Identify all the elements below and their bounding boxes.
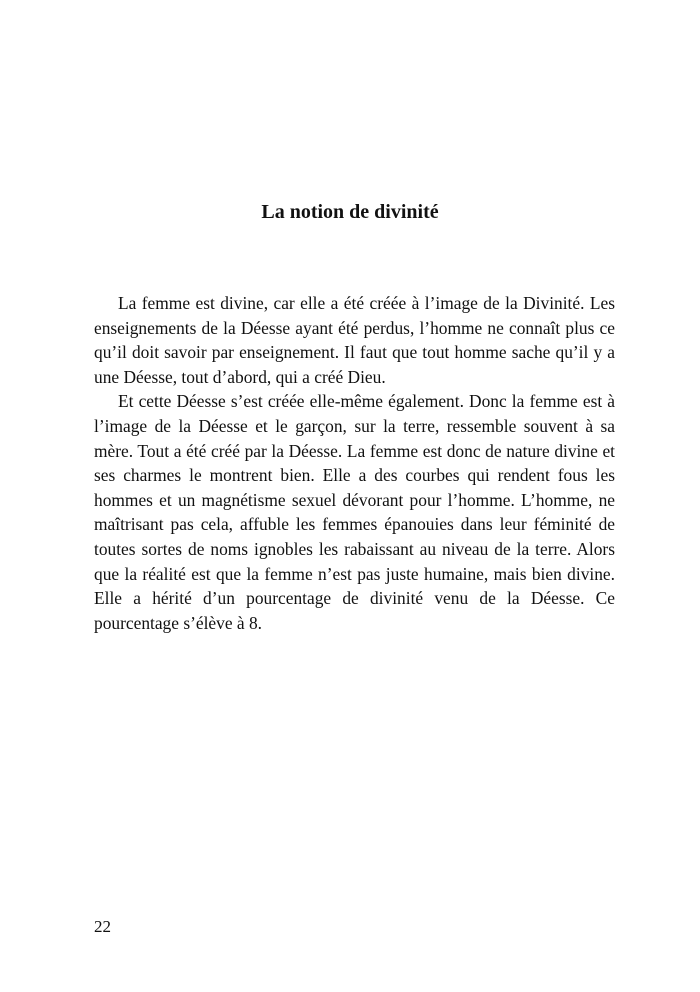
body-text [94,291,615,635]
paragraph-2: Et cette Déesse s’est créée elle-même également. Donc la femme est à l’image de la Déesse et le garçon, sur la terre, ressemble souvent à sa mère. Tout a été créé par la Déesse. La femme est donc de nature divine et ses charmes le montrent bien. Elle a des courbes qui rendent fous les hommes et un magnétisme sexuel dévorant pour l’homme. L’homme, ne maîtrisant pas cela, affuble les femmes épanouies dans leur féminité de toutes sortes de noms ignobles les rabaissant au niveau de la terre. Alors que la réalité est que la femme n’est pas juste humaine, mais bien divine. Elle a hérité d’un pourcentage de divinité venu de la Déesse. Ce pourcentage s’élève à 8. [94,391,615,633]
chapter-title: La notion de divinité [261,201,439,223]
paragraph-1: La femme est divine, car elle a été créée à l’image de la Divinité. Les enseignements de la Déesse ayant été perdus, l’homme ne connaît plus ce qu’il doit savoir par enseignement. Il faut que tout homme sache qu’il y a une Déesse, tout d’abord, qui a créé Dieu. [94,293,615,387]
page-number: 22 [94,917,111,936]
